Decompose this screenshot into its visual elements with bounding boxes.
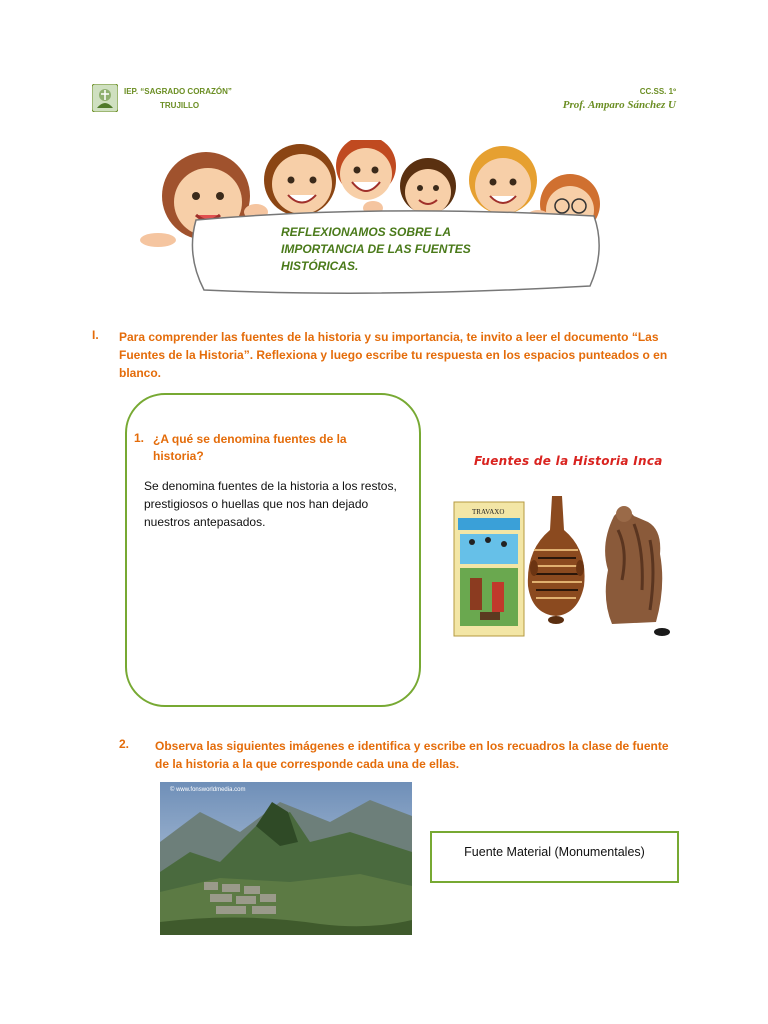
course-label: CC.SS. 1º <box>639 87 676 96</box>
question-2-text: Observa las siguientes imágenes e identifica y escribe en los recuadros la clase de fuente de la historia a la que corresponde cada una de ellas. <box>155 739 669 771</box>
section-numeral: I. <box>92 328 99 342</box>
codex-label: TRAVAXO <box>472 508 505 516</box>
inca-sources-image <box>452 490 676 638</box>
teacher-name: Prof. Amparo Sánchez U <box>562 99 676 111</box>
answer-box-text: Fuente Material (Monumentales) <box>464 845 645 859</box>
photo-watermark: © www.fonsworldmedia.com <box>170 787 246 793</box>
banner-title: REFLEXIONAMOS SOBRE LA IMPORTANCIA DE LAS FUENTES HISTÓRICAS. <box>281 225 471 273</box>
inca-image-title: Fuentes de la Historia Inca <box>474 454 663 468</box>
answer-text: Se denomina fuentes de la historia a los restos, prestigiosos o huellas que nos han dejado nuestros antepasados. <box>144 479 397 529</box>
question-2-number: 2. <box>119 737 130 751</box>
school-city: TRUJILLO <box>160 101 200 110</box>
section-instruction: Para comprender las fuentes de la historia y su importancia, te invito a leer el documento “Las Fuentes de la Historia”. Reflexiona y luego escribe tu respuesta en los espacios punteados o en blanco. <box>119 330 668 380</box>
question-text: ¿A qué se denomina fuentes de la historia? <box>153 432 347 463</box>
machu-picchu-photo <box>160 782 412 935</box>
school-name: IEP. “SAGRADO CORAZÓN” <box>124 87 232 96</box>
school-logo <box>92 84 118 112</box>
children-banner-illustration <box>138 140 618 302</box>
question-number: 1. <box>134 431 145 445</box>
